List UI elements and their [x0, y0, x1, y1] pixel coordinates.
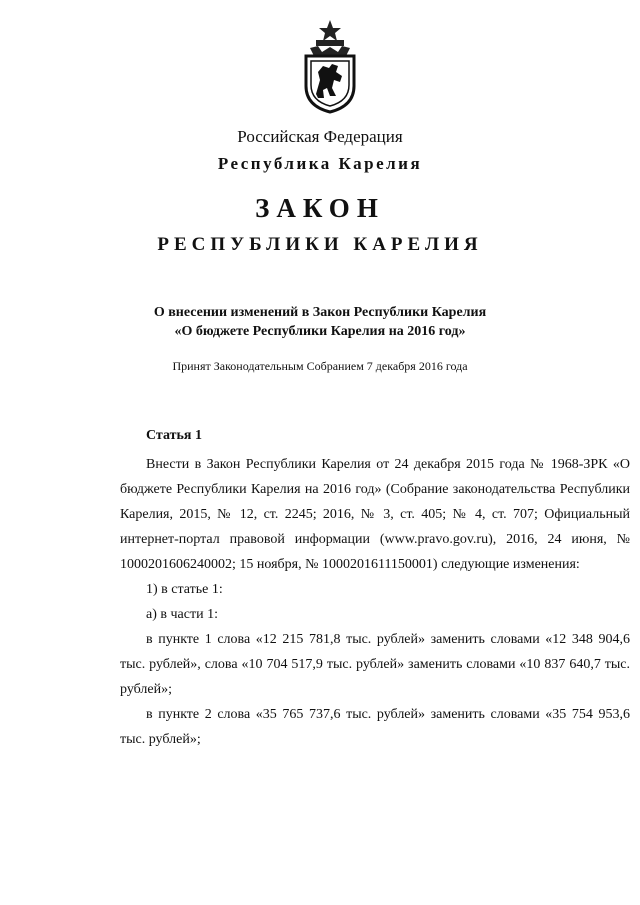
coat-of-arms-icon: [296, 18, 364, 114]
law-title-line1: О внесении изменений в Закон Республики Карелия: [153, 305, 487, 320]
law-title-line2: «О бюджете Республики Карелия на 2016 год»: [174, 324, 466, 339]
amendment-paragraph: в пункте 1 слова «12 215 781,8 тыс. рублей» заменить словами «12 348 904,6 тыс. рублей», слова «10 704 517,9 тыс. рублей» заменить словами «10 837 640,7 тыс. рублей»;: [120, 632, 630, 697]
document-type: ЗАКОН: [255, 193, 385, 223]
republic-name: Республика Карелия: [217, 154, 423, 173]
article-paragraph: Внести в Закон Республики Карелия от 24 декабря 2015 года № 1968-ЗРК «О бюджете Республики Карелия на 2016 год» (Собрание законодательства Республики Карелия, 2015, № 12, ст. 2245; 2016, № 3, ст. 405; № 4, ст. 707; Официальный интернет-портал правовой информации (www.pravo.gov.ru), 2016, 24 июня, № 1000201606240002; 15 ноября, № 1000201611150001) следующие изменения:: [120, 457, 630, 572]
article-body: [120, 452, 630, 752]
list-item: 1) в статье 1:: [146, 582, 223, 597]
amendment-paragraph: в пункте 2 слова «35 765 737,6 тыс. рублей» заменить словами «35 754 953,6 тыс. рублей»;: [120, 707, 630, 747]
list-item: а) в части 1:: [146, 607, 218, 622]
country-name: Российская Федерация: [237, 127, 403, 146]
document-issuer: РЕСПУБЛИКИ КАРЕЛИЯ: [157, 234, 483, 255]
adoption-note: Принят Законодательным Собранием 7 декабря 2016 года: [172, 359, 468, 373]
article-heading: Статья 1: [146, 428, 202, 443]
